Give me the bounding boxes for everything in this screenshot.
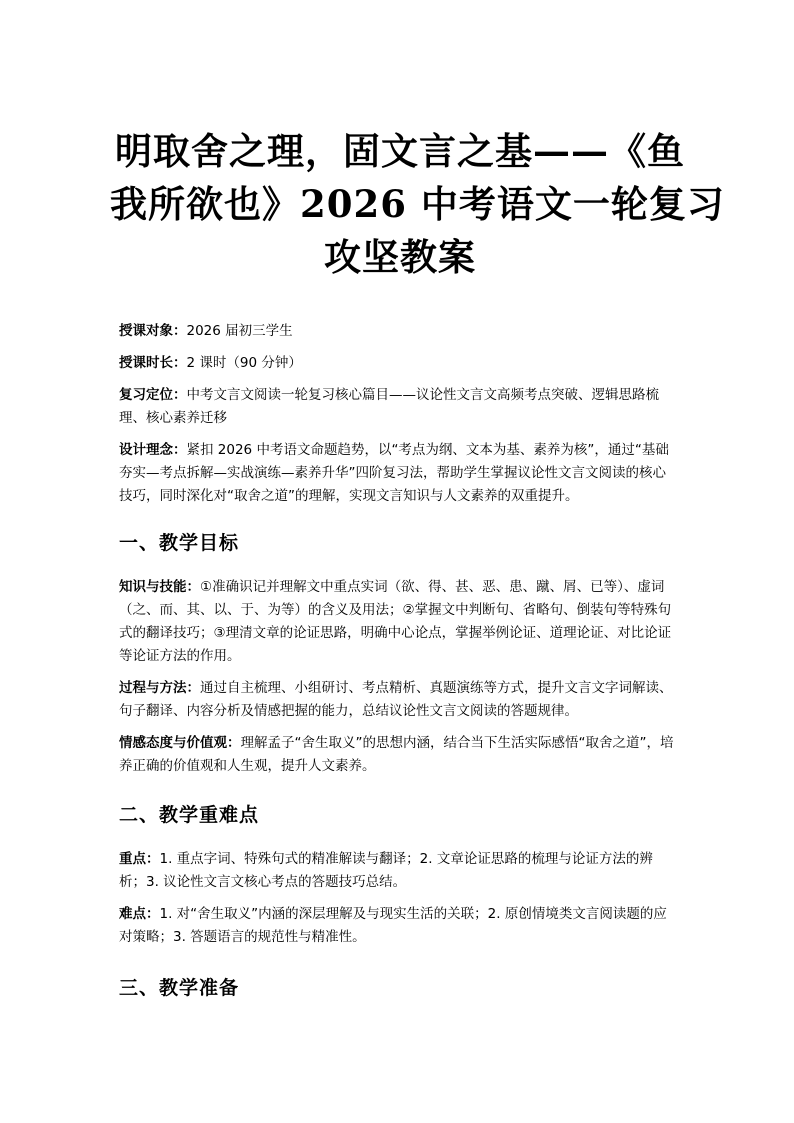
- document-title: [110, 125, 725, 284]
- section-heading-preparation: 三、教学准备: [119, 977, 240, 999]
- document-body: [119, 320, 679, 1001]
- goal-values-text: 理解孟子“舍生取义”的思想内涵，结合当下生活实际感悟“取舍之道”，培养正确的价值观和人生观，提升人文素养。: [119, 735, 674, 774]
- title-line-1: 明取舍之理，固文言之基——《鱼: [115, 129, 685, 173]
- section-heading-goals: 一、教学目标: [119, 532, 240, 554]
- key-points-difficulty: [119, 903, 679, 949]
- key-points-focus: [119, 848, 679, 894]
- meta-duration: [119, 352, 679, 375]
- meta-duration-text: 2 课时（90 分钟）: [186, 355, 302, 371]
- meta-duration-label: 授课时长：: [119, 355, 187, 371]
- meta-audience-label: 授课对象：: [119, 323, 187, 339]
- meta-positioning-text: 中考文言文阅读一轮复习核心篇目——议论性文言文高频考点突破、逻辑思路梳理、核心素养迁移: [119, 387, 659, 426]
- key-points-difficulty-text: 1. 对“舍生取义”内涵的深层理解及与现实生活的关联；2. 原创情境类文言阅读题的应对策略；3. 答题语言的规范性与精准性。: [119, 906, 667, 945]
- meta-audience: [119, 320, 679, 343]
- goal-knowledge-skills: [119, 576, 679, 668]
- title-line-2: 我所欲也》2026 中考语文一轮复习: [110, 182, 725, 226]
- meta-positioning: [119, 384, 679, 430]
- meta-design-concept: [119, 439, 679, 508]
- goal-process-methods-label: 过程与方法：: [119, 680, 200, 696]
- meta-audience-text: 2026 届初三学生: [186, 323, 293, 339]
- title-line-3: 攻坚教案: [324, 235, 476, 279]
- meta-positioning-label: 复习定位：: [119, 387, 187, 403]
- goal-knowledge-skills-label: 知识与技能：: [119, 579, 200, 595]
- key-points-focus-label: 重点：: [119, 851, 160, 867]
- goal-values: [119, 732, 679, 778]
- section-heading-key-points: 二、教学重难点: [119, 804, 260, 826]
- goal-values-label: 情感态度与价值观：: [119, 735, 241, 751]
- key-points-focus-text: 1. 重点字词、特殊句式的精准解读与翻译；2. 文章论证思路的梳理与论证方法的辨析；3. 议论性文言文核心考点的答题技巧总结。: [119, 851, 653, 890]
- meta-design-concept-text: 紧扣 2026 中考语文命题趋势，以“考点为纲、文本为基、素养为核”，通过“基础夯实—考点拆解—实战演练—素养升华”四阶复习法，帮助学生掌握议论性文言文阅读的核心技巧，同时深化对“取舍之道”的理解，实现文言知识与人文素养的双重提升。: [119, 442, 669, 504]
- goal-process-methods: [119, 677, 679, 723]
- goal-knowledge-skills-text: ①准确识记并理解文中重点实词（欲、得、甚、恶、患、蹴、屑、已等）、虚词（之、而、其、以、于、为等）的含义及用法；②掌握文中判断句、省略句、倒装句等特殊句式的翻译技巧；③理清文章的论证思路，明确中心论点，掌握举例论证、道理论证、对比论证等论证方法的作用。: [119, 579, 672, 664]
- key-points-difficulty-label: 难点：: [119, 906, 160, 922]
- meta-design-concept-label: 设计理念：: [119, 442, 187, 458]
- goal-process-methods-text: 通过自主梳理、小组研讨、考点精析、真题演练等方式，提升文言文字词解读、句子翻译、内容分析及情感把握的能力，总结议论性文言文阅读的答题规律。: [119, 680, 673, 719]
